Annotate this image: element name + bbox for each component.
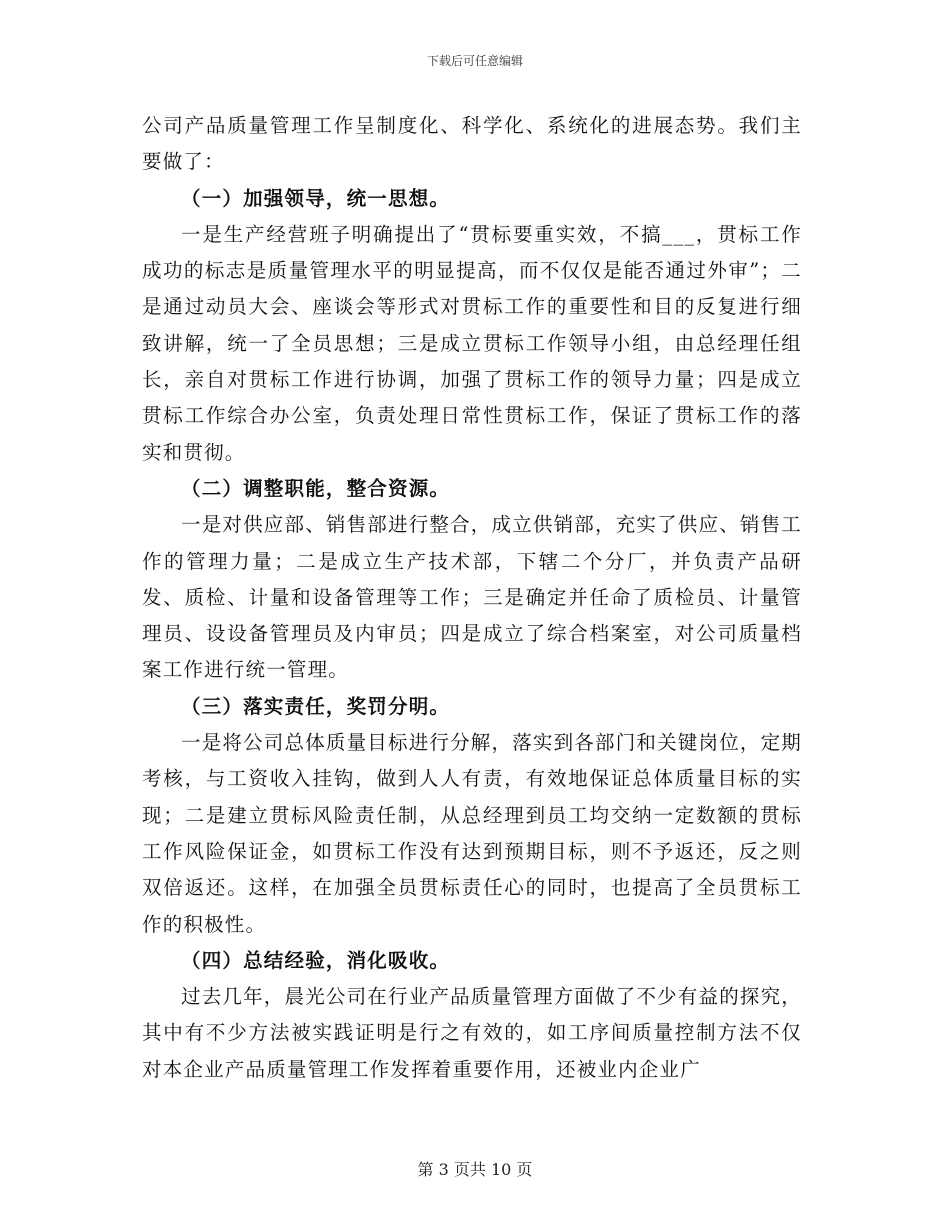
paragraph-section-3: 一是将公司总体质量目标进行分解，落实到各部门和关键岗位，定期考核，与工资收入挂钩，做到人人有责，有效地保证总体质量目标的实现；二是建立贯标风险责任制，从总经理到员工均交纳一定数额的贯标工作风险保证金，如贯标工作没有达到预期目标，则不予返还，反之则双倍返还。这样，在加强全员贯标责任心的同时，也提高了全员贯标工作的积极性。	[142, 731, 803, 936]
section-heading-4: （四）总结经验，消化吸收。	[181, 948, 451, 972]
paragraph-intro: 公司产品质量管理工作呈制度化、科学化、系统化的进展态势。我们主要做了：	[142, 114, 802, 174]
document-body	[142, 108, 802, 1088]
section-heading-3: （三）落实责任，奖罚分明。	[181, 694, 451, 718]
paragraph-section-1: 一是生产经营班子明确提出了“贯标要重实效，不搞___，贯标工作成功的标志是质量管理水平的明显提高，而不仅仅是能否通过外审”；二是通过动员大会、座谈会等形式对贯标工作的重要性和目的反复进行细致讲解，统一了全员思想；三是成立贯标工作领导小组，由总经理任组长，亲自对贯标工作进行协调，加强了贯标工作的领导力量；四是成立贯标工作综合办公室，负责处理日常性贯标工作，保证了贯标工作的落实和贯彻。	[142, 222, 802, 464]
paragraph-section-2: 一是对供应部、销售部进行整合，成立供销部，充实了供应、销售工作的管理力量；二是成立生产技术部，下辖二个分厂，并负责产品研发、质检、计量和设备管理等工作；三是确定并任命了质检员、计量管理员、设设备管理员及内审员；四是成立了综合档案室，对公司质量档案工作进行统一管理。	[142, 513, 803, 682]
section-heading-2: （二）调整职能，整合资源。	[181, 476, 451, 500]
page-number: 第 3 页共 10 页	[417, 1160, 533, 1179]
page-header: 下载后可任意编辑	[426, 54, 523, 68]
paragraph-section-4: 过去几年，晨光公司在行业产品质量管理方面做了不少有益的探究，其中有不少方法被实践证明是行之有效的，如工序间质量控制方法不仅对本企业产品质量管理工作发挥着重要作用，还被业内企业广	[142, 985, 803, 1081]
section-heading-1: （一）加强领导，统一思想。	[181, 186, 451, 210]
